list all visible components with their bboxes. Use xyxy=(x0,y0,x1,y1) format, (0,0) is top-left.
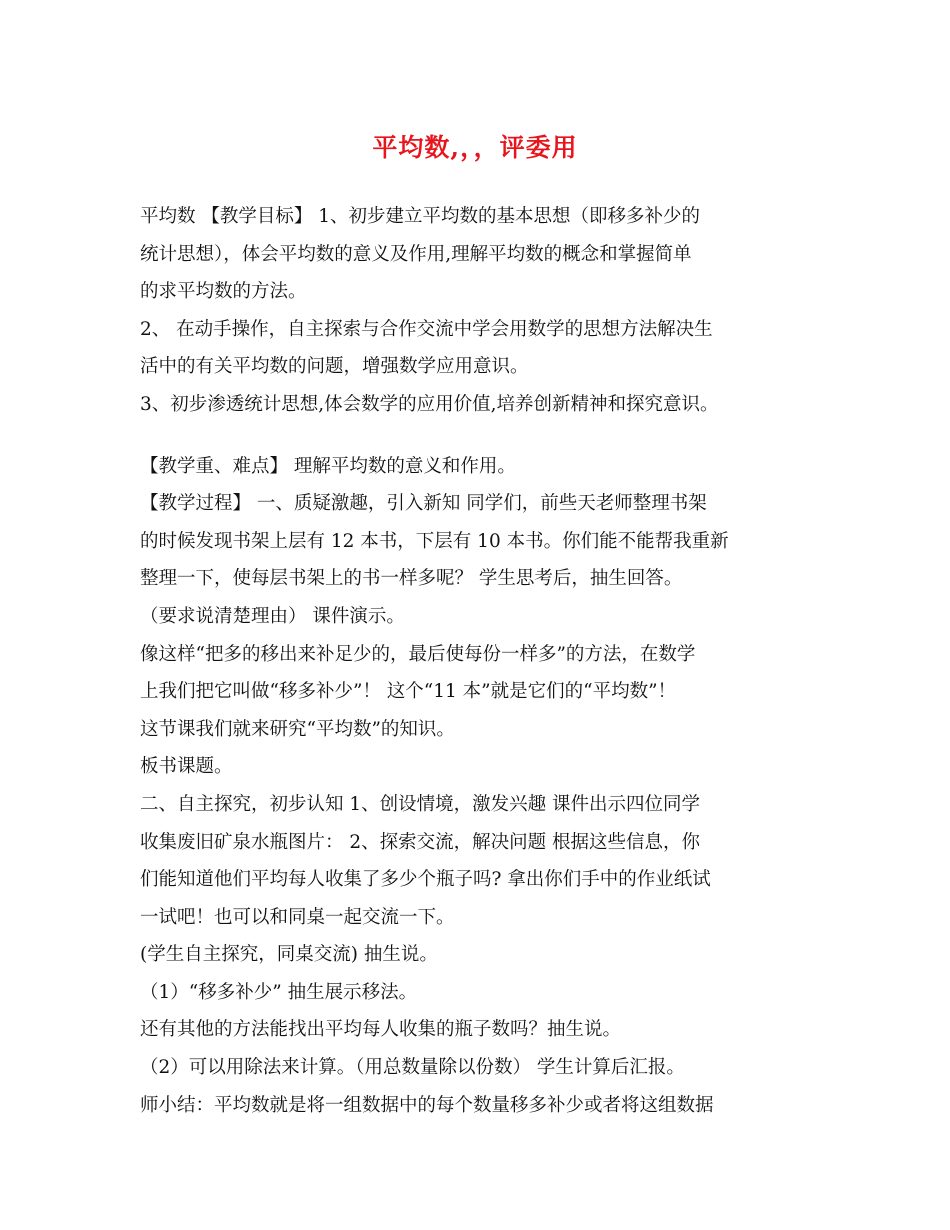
text-line: 平均数 【教学目标】 1、初步建立平均数的基本思想（即移多补少的 xyxy=(140,206,701,227)
text-line: 整理一下，使每层书架上的书一样多呢？ 学生思考后，抽生回答。 xyxy=(140,568,683,590)
text-line: 板书课题。 xyxy=(140,756,233,778)
text-line: 这节课我们就来研究“平均数”的知识。 xyxy=(140,718,455,740)
text-line: 【教学过程】 一、质疑激趣，引入新知 同学们，前些天老师整理书架 xyxy=(140,493,707,515)
text-line: (学生自主探究，同桌交流) 抽生说。 xyxy=(140,944,438,966)
text-line: 上我们把它叫做“移多补少”！ 这个“11 本”就是它们的“平均数”！ xyxy=(140,681,677,703)
text-line: 的求平均数的方法。 xyxy=(140,281,307,303)
document-body xyxy=(140,198,840,1124)
page-title: 平均数,，，评委用 xyxy=(372,133,578,162)
text-line: （要求说清楚理由） 课件演示。 xyxy=(140,605,405,627)
text-line: 二、自主探究，初步认知 1、创设情境，激发兴趣 课件出示四位同学 xyxy=(140,793,701,815)
text-line: 统计思想），体会平均数的意义及作用,理解平均数的概念和掌握简单 xyxy=(140,243,692,265)
text-line: 师小结：平均数就是将一组数据中的每个数量移多补少或者将这组数据 xyxy=(140,1094,714,1116)
text-line: 的时候发现书架上层有 12 本书，下层有 10 本书。你们能不能帮我重新 xyxy=(140,530,729,552)
text-line: 3、初步渗透统计思想,体会数学的应用价值,培养创新精神和探究意识。 xyxy=(140,393,719,415)
text-line: 【教学重、难点】 理解平均数的意义和作用。 xyxy=(140,455,516,477)
paragraph-spacer xyxy=(140,424,840,448)
text-line: （2）可以用除法来计算。（用总数量除以份数） 学生计算后汇报。 xyxy=(140,1057,685,1079)
text-line: 们能知道他们平均每人收集了多少个瓶子吗? 拿出你们手中的作业纸试 xyxy=(140,869,711,891)
text-line: 2、 在动手操作，自主探索与合作交流中学会用数学的思想方法解决生 xyxy=(140,318,713,340)
text-line: 一试吧！也可以和同桌一起交流一下。 xyxy=(140,906,455,928)
text-line: （1）“移多补少” 抽生展示移法。 xyxy=(140,981,418,1003)
text-line: 收集废旧矿泉水瓶图片： 2、探索交流，解决问题 根据这些信息，你 xyxy=(140,831,701,853)
text-line: 像这样“把多的移出来补足少的，最后使每份一样多”的方法，在数学 xyxy=(140,643,696,665)
text-line: 活中的有关平均数的问题，增强数学应用意识。 xyxy=(140,356,529,378)
text-line: 还有其他的方法能找出平均每人收集的瓶子数吗？抽生说。 xyxy=(140,1019,622,1041)
